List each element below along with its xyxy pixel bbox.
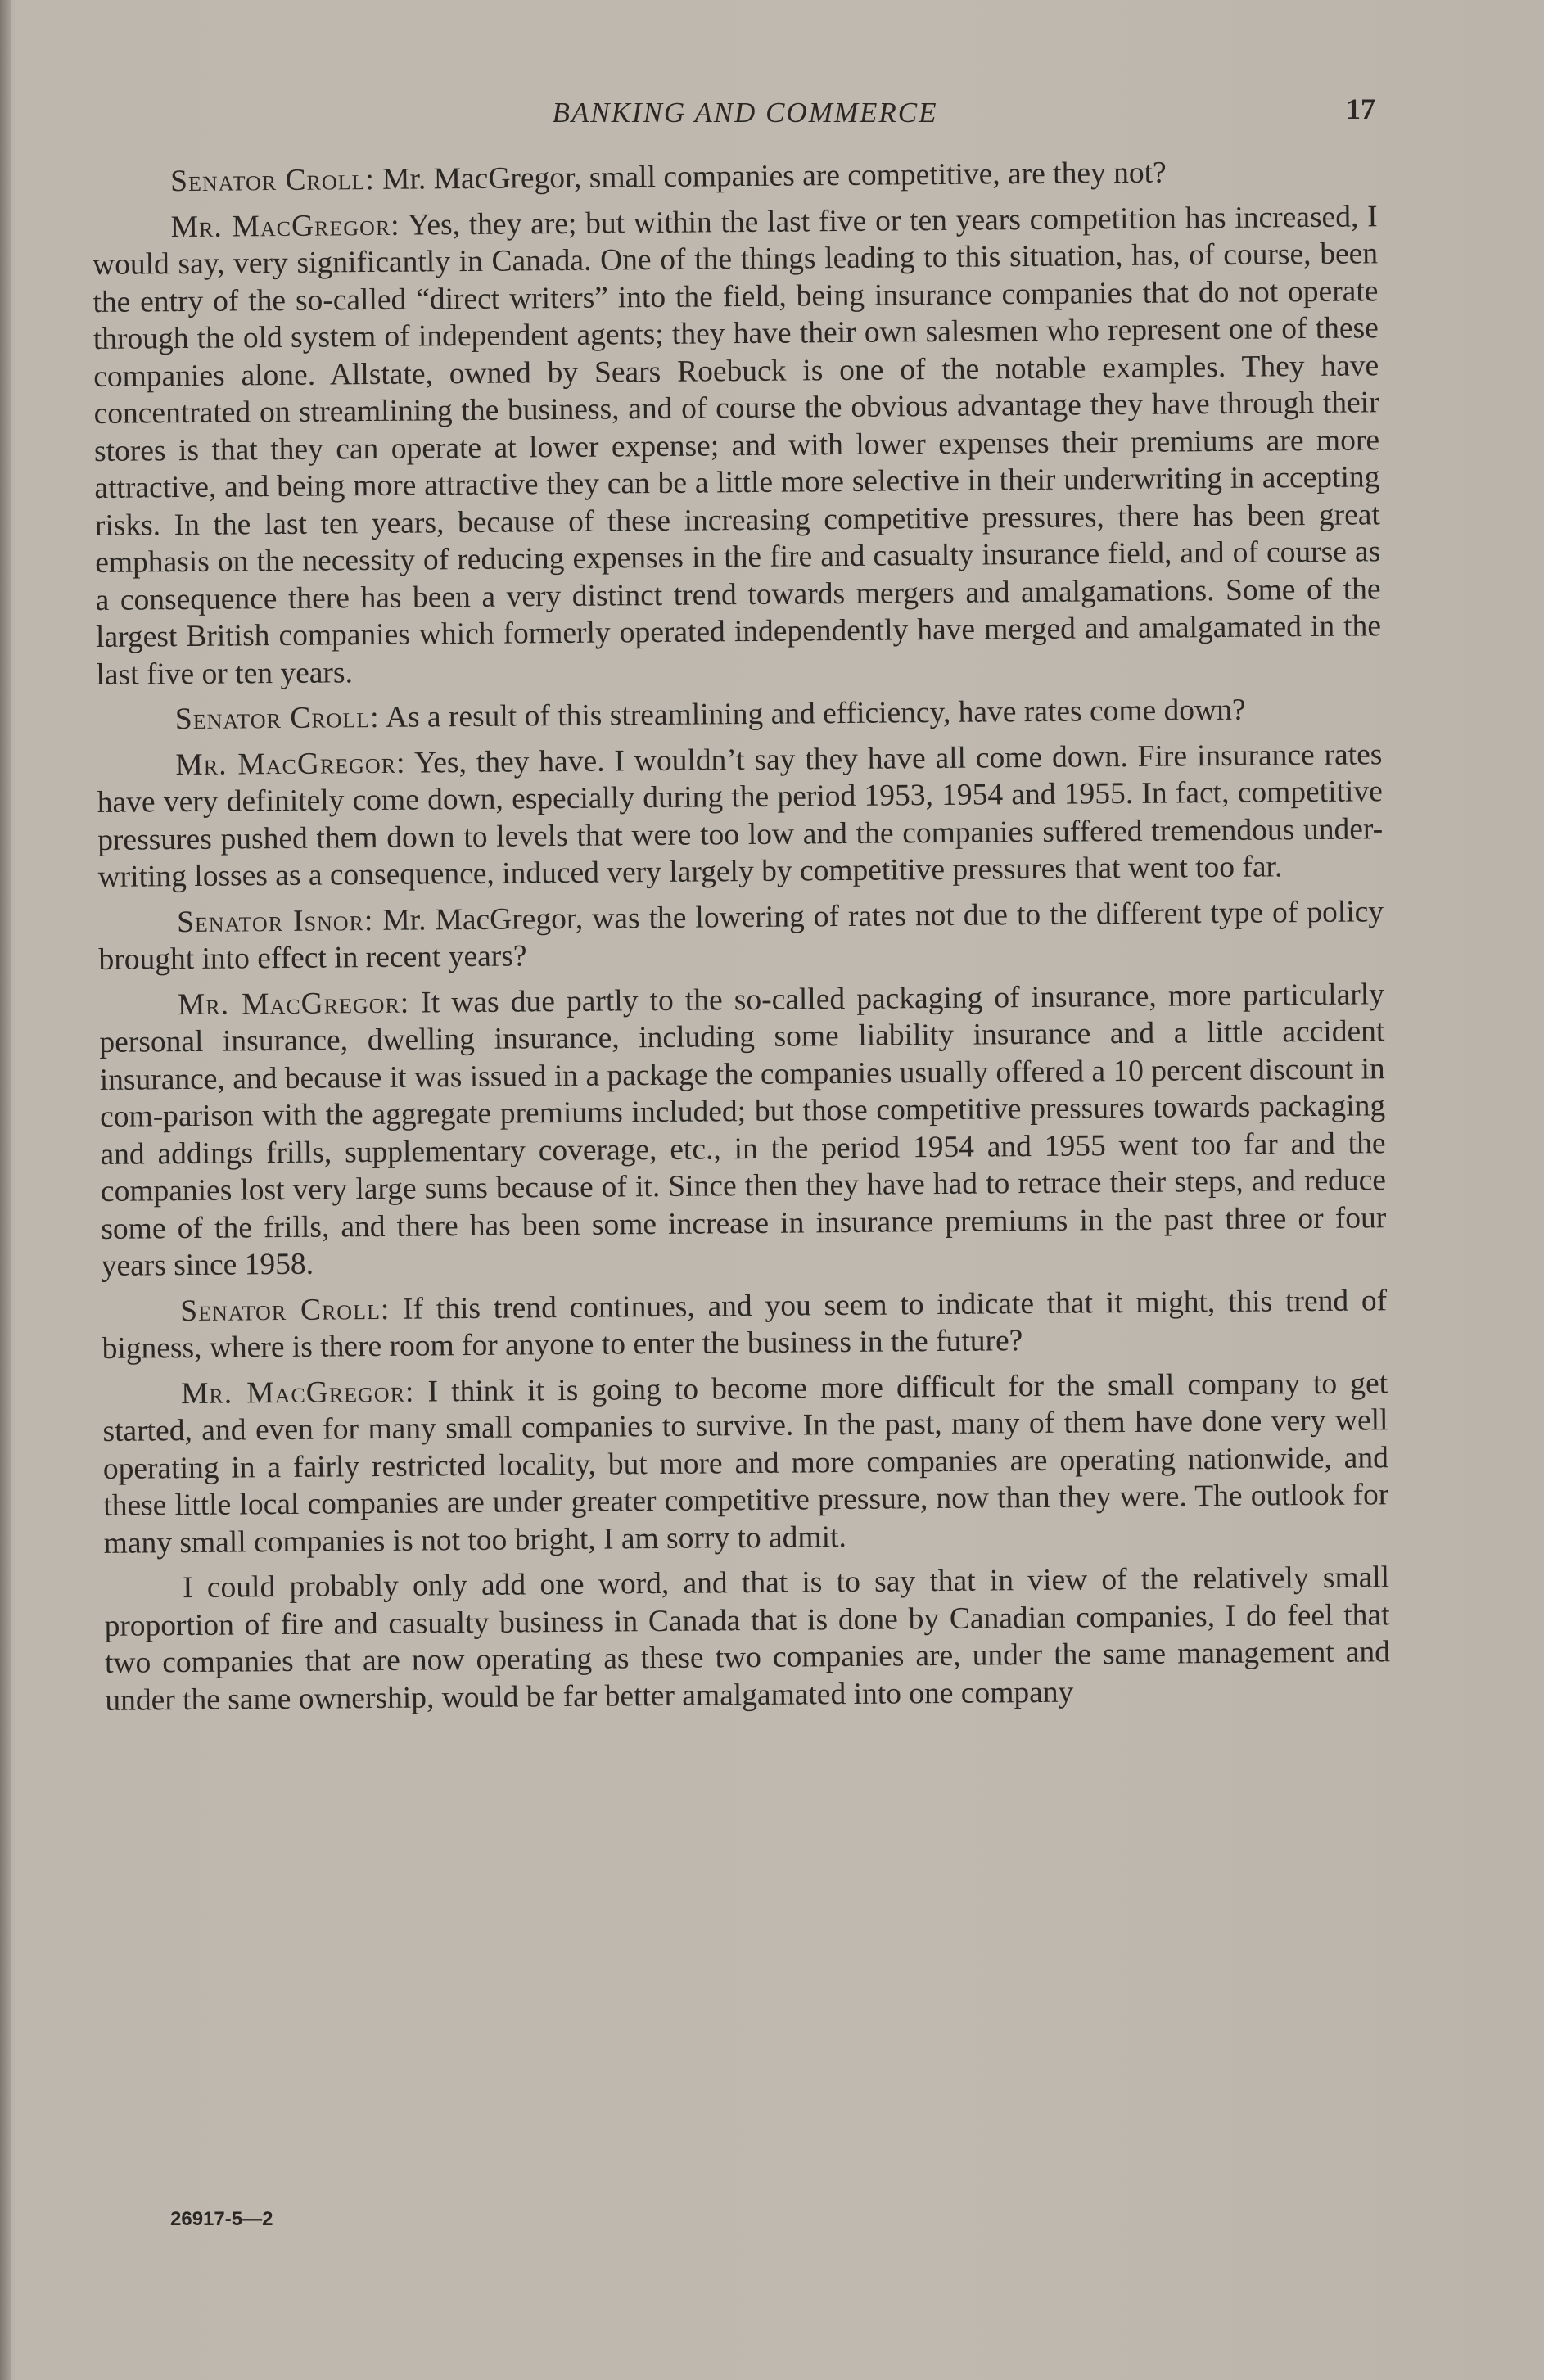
speaker-label: Mr. MacGregor: [177,986,410,1022]
paragraph-text: I think it is going to become more difficult for the small company to get started, and even for many small companies to survive. In the past, many of them have done very well operating in a fairly restricted locality, but more and more companies are operating nationwide, and these little local companies are under greater competitive pressure, now than they were. The outlook for many small companies is not too bright, I am sorry to admit. [102,1366,1389,1560]
printer-code: 26917-5—2 [170,2208,273,2230]
paragraph [102,1282,1388,1368]
page-number: 17 [1346,93,1375,125]
speaker-label: Senator Croll: [174,700,380,737]
paragraph [104,1559,1391,1719]
speaker-label: Mr. MacGregor: [175,746,406,782]
body-text [92,152,1391,1727]
running-head: BANKING AND COMMERCE [552,97,938,129]
paragraph [99,976,1387,1285]
binding-shadow [0,0,11,2380]
paragraph [97,736,1384,896]
paragraph-text: If this trend continues, and you seem to indicate that it might, this trend of bigness, where is there room for anyone to enter the business in the future? [102,1283,1388,1366]
speaker-label: Mr. MacGregor: [180,1375,415,1411]
paragraph-text: Yes, they are; but within the last five or ten years competition has increased, I would say, very significantly in Canada. One of the things leading to this situation, has, of course, been the entry of the so-called “direct writers” into the field, being insurance companies that do not operate through the old system of independent agents; they have their own salesmen who represent one of these companies alone. Allstate, owned by Sears Roebuck is one of the notable examples. They have concentrated on streamlining the business, and of course the obvious advantage they have through their stores is that they can operate at lower expense; and with lower expenses their premiums are more attractive, and being more attractive they can be a little more selective in their underwriting in accepting risks. In the last ten years, because of these increasing competitive pressures, there has been great emphasis on the necessity of reducing expenses in the fire and casualty insurance field, and of course as a consequence there has been a very distinct trend towards mergers and amalgamations. Some of the largest British companies which formerly operated independently have merged and amalgamated in the last five or ten years. [92,199,1382,692]
speaker-label: Senator Croll: [180,1292,391,1328]
paragraph-text: Mr. MacGregor, was the lowering of rates not due to the different type of policy brought into effect in recent years? [98,894,1384,977]
paragraph-text: It was due partly to the so-called packaging of insurance, more particularly personal insurance, dwelling insurance, including some liability insurance and a little accident insurance, and because it was issued in a package the companies usually offered a 10 percent discount in com-parison with the aggregate premiums included; but those competitive pressures towards packaging and addings frills, supplementary coverage, etc., in the period 1954 and 1955 went too far and the companies lost very large sums because of it. Since then they have had to retrace their steps, and reduce some of the frills, and there has been some increase in insurance premiums in the past three or four years since 1958. [99,977,1387,1283]
paragraph [92,152,1377,201]
speaker-label: Senator Croll: [170,162,376,199]
page-header [115,92,1375,133]
paragraph-text: As a result of this streamlining and efficiency, have rates come down? [379,693,1246,734]
speaker-label: Senator Isnor: [176,903,374,939]
speaker-label: Mr. MacGregor: [170,208,400,244]
paragraph-text: I could probably only add one word, and that is to say that in view of the relatively small proportion of fire and casualty business in Canada that is done by Canadian companies, I do feel that two companies that are now operating as these two companies are, under the same management and under the same ownership, would be far better amalgamated into one company [104,1560,1391,1718]
paragraph-text: Yes, they have. I wouldn’t say they have all come down. Fire insurance rates have very definitely come down, especially during the period 1953, 1954 and 1955. In fact, competitive pressures pushed them down to levels that were too low and the companies suffered tremendous under-writing losses as a consequence, induced very largely by competitive pressures that went too far. [97,737,1384,894]
paragraph [97,690,1382,738]
paragraph [92,198,1381,693]
paragraph-text: Mr. MacGregor, small companies are competitive, are they not? [374,156,1167,196]
paragraph [98,893,1384,979]
paragraph [102,1365,1389,1562]
